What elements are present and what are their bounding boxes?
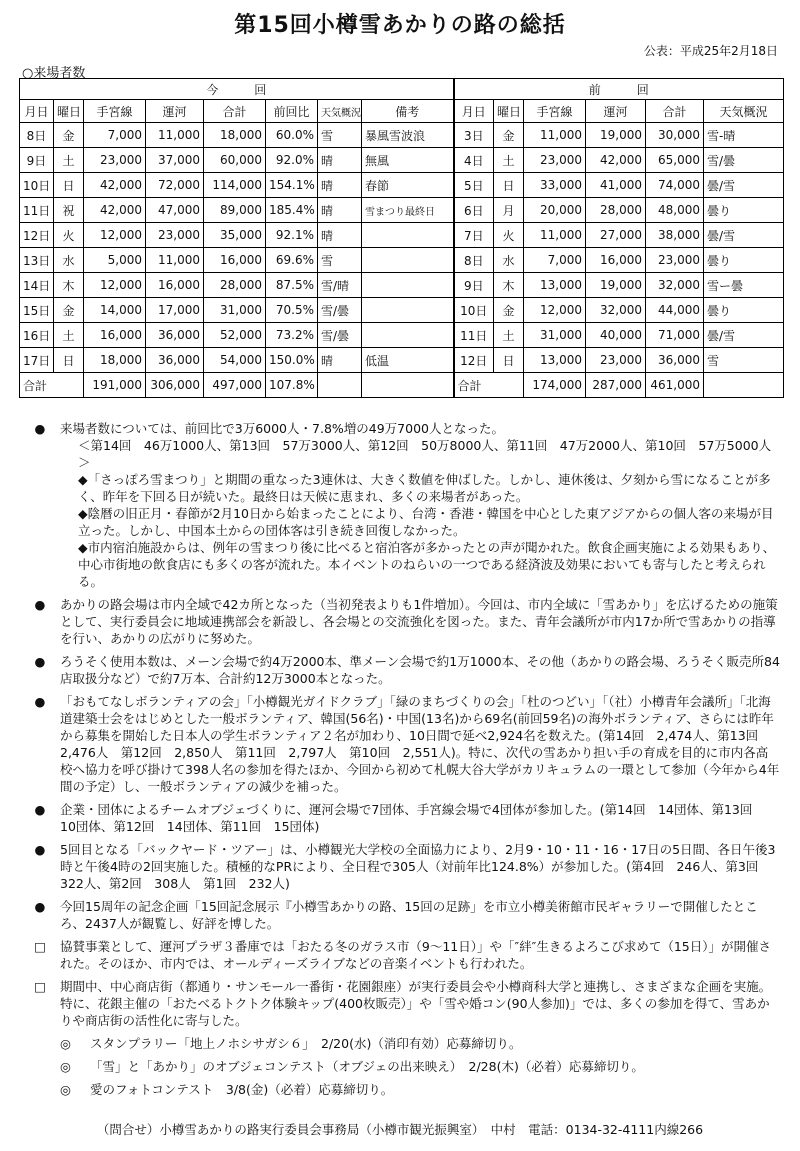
table-cell — [704, 373, 784, 398]
table-cell: 185.4% — [266, 198, 318, 223]
table-cell: 日 — [494, 173, 524, 198]
table-cell: 27,000 — [586, 223, 646, 248]
col-header-previous: 運河 — [586, 100, 646, 123]
table-cell: 107.8% — [266, 373, 318, 398]
table-cell: 雪/曇 — [318, 298, 362, 323]
table-cell: 暴風雪波浪 — [362, 123, 454, 148]
table-cell: 曇り — [704, 298, 784, 323]
table-cell: 32,000 — [646, 273, 704, 298]
table-cell: 低温 — [362, 348, 454, 373]
publish-date: 公表：平成25年2月18日 — [643, 44, 778, 58]
col-header-current: 手宮線 — [84, 100, 146, 123]
table-cell — [362, 248, 454, 273]
paragraph-line: あかりの路会場は市内全域で42カ所となった（当初発表よりも1件増加）。今回は、市内全域に「雪あかり」を広げるための施策として、実行委員会に地域連携部会を新設し、各会場との交流強化を図った。また、青年会議所が市内17か所で雪あかりの指導を行い、あかりの広がりに努めた。 — [60, 597, 778, 646]
table-cell: 19,000 — [586, 273, 646, 298]
bullet-dot-icon: ● — [34, 694, 46, 709]
table-cell: 8日 — [454, 248, 494, 273]
table-cell: 11,000 — [524, 223, 586, 248]
table-cell: 5,000 — [84, 248, 146, 273]
table-cell: 17日 — [20, 348, 54, 373]
total-label: 合計 — [20, 373, 84, 398]
table-total-row — [20, 373, 784, 398]
table-cell: 13日 — [20, 248, 54, 273]
bullet-dot-icon: ● — [34, 654, 46, 669]
contact-footer: （問合せ）小樽雪あかりの路実行委員会事務局（小樽市観光振興室） 中村 電話：0134-32-4111内線266 — [96, 1122, 704, 1137]
table-cell: 5日 — [454, 173, 494, 198]
table-cell: 曇/雪 — [704, 323, 784, 348]
table-cell: 11,000 — [146, 123, 204, 148]
summary-paragraph — [30, 898, 780, 932]
table-row — [20, 273, 784, 298]
table-cell: 12,000 — [524, 298, 586, 323]
group-header-previous: 前 回 — [454, 79, 784, 100]
table-cell: 日 — [494, 348, 524, 373]
table-cell: 20,000 — [524, 198, 586, 223]
table-cell — [362, 323, 454, 348]
summary-paragraph — [30, 653, 780, 687]
table-cell: 11日 — [454, 323, 494, 348]
table-cell: 金 — [494, 123, 524, 148]
table-cell: 土 — [494, 323, 524, 348]
col-header-current: 天気概況 — [318, 100, 362, 123]
table-cell: 461,000 — [646, 373, 704, 398]
table-cell: 雪ー曇 — [704, 273, 784, 298]
table-cell — [362, 223, 454, 248]
bullet-dot-icon: ● — [34, 899, 46, 914]
table-cell: 金 — [54, 298, 84, 323]
table-cell: 7,000 — [84, 123, 146, 148]
table-cell: 土 — [54, 148, 84, 173]
table-cell: 191,000 — [84, 373, 146, 398]
table-row — [20, 123, 784, 148]
table-cell: 晴 — [318, 223, 362, 248]
table-cell: 10日 — [20, 173, 54, 198]
double-circle-icon: ◎ — [60, 1082, 71, 1097]
table-row — [20, 298, 784, 323]
col-header-previous: 合計 — [646, 100, 704, 123]
table-cell: 11,000 — [524, 123, 586, 148]
table-cell: 37,000 — [146, 148, 204, 173]
table-cell: 31,000 — [204, 298, 266, 323]
table-cell: 287,000 — [586, 373, 646, 398]
table-row — [20, 198, 784, 223]
table-cell: 曇り — [704, 248, 784, 273]
table-cell: 36,000 — [146, 323, 204, 348]
table-cell: 雪/曇 — [318, 323, 362, 348]
table-cell: 60.0% — [266, 123, 318, 148]
table-cell: 23,000 — [646, 248, 704, 273]
table-cell — [362, 298, 454, 323]
col-header-current: 備考 — [362, 100, 454, 123]
table-cell: 土 — [494, 148, 524, 173]
table-cell: 春節 — [362, 173, 454, 198]
table-cell: 金 — [494, 298, 524, 323]
table-cell: 69.6% — [266, 248, 318, 273]
paragraph-line: ろうそく使用本数は、メーン会場で約4万2000本、準メーン会場で約1万1000本、その他（あかりの路会場、ろうそく販売所84店取扱分など）で約7万本、合計約12万3000本となった。 — [60, 654, 780, 686]
table-cell: 44,000 — [646, 298, 704, 323]
table-cell: 42,000 — [84, 198, 146, 223]
col-header-previous: 手宮線 — [524, 100, 586, 123]
table-cell: 14日 — [20, 273, 54, 298]
table-cell: 16,000 — [84, 323, 146, 348]
table-cell: 土 — [54, 323, 84, 348]
bullet-dot-icon: ● — [34, 842, 46, 857]
table-cell: 73.2% — [266, 323, 318, 348]
summary-paragraph — [30, 596, 780, 647]
double-circle-icon: ◎ — [60, 1036, 71, 1051]
table-cell: 14,000 — [84, 298, 146, 323]
table-cell: 114,000 — [204, 173, 266, 198]
table-cell — [362, 373, 454, 398]
table-cell: 水 — [54, 248, 84, 273]
table-cell: 雪/晴 — [318, 273, 362, 298]
paragraph-line: ＜第14回 46万1000人、第13回 57万3000人、第12回 50万8000人、第11回 47万2000人、第10回 57万5000人＞ — [78, 438, 772, 470]
bullet-square-icon: □ — [34, 979, 46, 994]
table-cell: 23,000 — [146, 223, 204, 248]
table-cell: 雪 — [318, 123, 362, 148]
table-cell: 雪-晴 — [704, 123, 784, 148]
table-cell: 174,000 — [524, 373, 586, 398]
table-cell: 47,000 — [146, 198, 204, 223]
bullet-square-icon: □ — [34, 939, 46, 954]
table-row — [20, 248, 784, 273]
table-cell: 71,000 — [646, 323, 704, 348]
table-cell: 雪 — [704, 348, 784, 373]
table-cell: 36,000 — [646, 348, 704, 373]
table-cell: 曇/雪 — [704, 223, 784, 248]
col-header-current: 運河 — [146, 100, 204, 123]
table-cell — [362, 273, 454, 298]
col-header-previous: 天気概況 — [704, 100, 784, 123]
table-cell: 9日 — [20, 148, 54, 173]
table-cell: 497,000 — [204, 373, 266, 398]
table-cell: 晴 — [318, 148, 362, 173]
table-cell: 32,000 — [586, 298, 646, 323]
total-label-previous: 合計 — [454, 373, 524, 398]
table-cell: 70.5% — [266, 298, 318, 323]
paragraph-line: ◆陰暦の旧正月・春節が2月10日から始まったことにより、台湾・香港・韓国を中心とした東アジアからの個人客の来場が目立った。しかし、中国本土からの団体客は引き続き回復しなかった。 — [78, 506, 774, 538]
table-cell: 7日 — [454, 223, 494, 248]
table-cell: 36,000 — [146, 348, 204, 373]
table-cell: 12日 — [20, 223, 54, 248]
table-cell: 48,000 — [646, 198, 704, 223]
table-cell: 33,000 — [524, 173, 586, 198]
table-cell: 月 — [494, 198, 524, 223]
table-cell — [318, 373, 362, 398]
table-cell: 18,000 — [204, 123, 266, 148]
table-cell: 木 — [54, 273, 84, 298]
paragraph-line: 協賛事業として、運河プラザ３番庫では「おたる冬のガラス市（9～11日）」や「″絆″生きるよろこび求めて（15日）」が開催された。そのほか、市内では、オールディーズライブなどの音楽イベントも行われた。 — [60, 939, 771, 971]
col-header-current: 月日 — [20, 100, 54, 123]
paragraph-line: 今回15周年の記念企画「15回記念展示『小樽雪あかりの路、15回の足跡」を市立小樽美術館市民ギャラリーで開催したところ、2437人が観覧し、好評を博した。 — [60, 899, 758, 931]
table-cell: 祝 — [54, 198, 84, 223]
table-cell: 日 — [54, 173, 84, 198]
group-header-current: 今 回 — [20, 79, 454, 100]
paragraph-line: ◆「さっぽろ雪まつり」と期間の重なった3連休は、大きく数値を伸ばした。しかし、連休後は、夕刻から雪になることが多く、昨年を下回る日が続いた。最終日は天候に恵まれ、多くの来場者があった。 — [78, 472, 771, 504]
table-cell: 16,000 — [204, 248, 266, 273]
table-cell: 28,000 — [586, 198, 646, 223]
table-cell: 雪 — [318, 248, 362, 273]
bullet-dot-icon: ● — [34, 421, 46, 436]
contest-item-text: 「雪」と「あかり」のオブジェコンテスト（オブジェの出来映え） 2/28(木)（必着）応募締切り。 — [90, 1059, 644, 1074]
table-cell: 18,000 — [84, 348, 146, 373]
table-row — [20, 348, 784, 373]
page-title: 第15回小樽雪あかりの路の総括 — [234, 13, 566, 38]
table-cell: 火 — [494, 223, 524, 248]
contest-list — [30, 1035, 780, 1098]
summary-paragraph — [30, 693, 780, 795]
col-header-previous: 月日 — [454, 100, 494, 123]
table-cell: 6日 — [454, 198, 494, 223]
table-cell: 晴 — [318, 173, 362, 198]
col-header-current: 前回比 — [266, 100, 318, 123]
summary-paragraph — [30, 978, 780, 1029]
table-cell: 晴 — [318, 348, 362, 373]
col-header-previous: 曜日 — [494, 100, 524, 123]
table-cell: 40,000 — [586, 323, 646, 348]
table-row — [20, 223, 784, 248]
table-cell: 16日 — [20, 323, 54, 348]
table-cell: 火 — [54, 223, 84, 248]
table-cell: 92.1% — [266, 223, 318, 248]
paragraph-line: 期間中、中心商店街（都通り・サンモール一番街・花園銀座）が実行委員会や小樽商科大学と連携し、さまざまな企画を実施。特に、花銀主催の「おたべるトクトク体験キップ(400枚販売）」や「雪や婚コン(90人参加)」では、多くの参加を得て、雪あかりや商店街の活性化に寄与した。 — [60, 979, 772, 1028]
col-header-current: 合計 — [204, 100, 266, 123]
col-header-current: 曜日 — [54, 100, 84, 123]
table-cell: 23,000 — [84, 148, 146, 173]
contest-item — [60, 1081, 780, 1098]
table-cell: 曇/雪 — [704, 173, 784, 198]
table-cell: 3日 — [454, 123, 494, 148]
table-cell: 154.1% — [266, 173, 318, 198]
table-cell: 52,000 — [204, 323, 266, 348]
table-cell: 150.0% — [266, 348, 318, 373]
contest-item-text: 愛のフォトコンテスト 3/8(金)（必着）応募締切り。 — [90, 1082, 394, 1097]
table-cell: 9日 — [454, 273, 494, 298]
table-cell: 28,000 — [204, 273, 266, 298]
table-cell: 16,000 — [586, 248, 646, 273]
table-cell: 10日 — [454, 298, 494, 323]
table-cell: 雪まつり最終日 — [362, 198, 454, 223]
table-cell: 晴 — [318, 198, 362, 223]
table-cell: 19,000 — [586, 123, 646, 148]
table-row — [20, 148, 784, 173]
attendance-table — [19, 78, 784, 398]
table-cell: 17,000 — [146, 298, 204, 323]
table-row — [20, 323, 784, 348]
table-cell: 42,000 — [84, 173, 146, 198]
paragraph-line: 「おもてなしボランティアの会」「小樽観光ガイドクラブ」「緑のまちづくりの会」「杜のつどい」「（社）小樽青年会議所」「北海道建築士会をはじめとした一般ボランティア、韓国(56名)・中国(13名)から69名(前回59名)の海外ボランティア、さらには昨年から募集を開始した日本人の学生ボランティア２名が加わり、10日間で延べ2,924名を数えた。(第14回 2,474人、第13回 2,476人 第12回 2,850人 第11回 2,797人 第10回 2,551人)。特に、次代の雪あかり担い手の育成を目的に市内各高校へ協力を呼び掛けて398人名の参加を得たほか、今回から初めて札幌大谷大学がカリキュラムの一環として参加（今年から4年間の予定）し、一般ボランティアの減少を補った。 — [60, 694, 780, 794]
contest-item — [60, 1035, 780, 1052]
table-cell: 曇り — [704, 198, 784, 223]
table-cell: 11日 — [20, 198, 54, 223]
double-circle-icon: ◎ — [60, 1059, 71, 1074]
table-cell: 16,000 — [146, 273, 204, 298]
summary-paragraph — [30, 841, 780, 892]
table-cell: 31,000 — [524, 323, 586, 348]
table-cell: 日 — [54, 348, 84, 373]
table-cell: 35,000 — [204, 223, 266, 248]
table-cell: 38,000 — [646, 223, 704, 248]
contest-item — [60, 1058, 780, 1075]
table-cell: 金 — [54, 123, 84, 148]
table-cell: 74,000 — [646, 173, 704, 198]
table-cell: 12日 — [454, 348, 494, 373]
table-cell: 木 — [494, 273, 524, 298]
table-cell: 23,000 — [524, 148, 586, 173]
table-cell: 87.5% — [266, 273, 318, 298]
table-cell: 4日 — [454, 148, 494, 173]
table-cell: 雪/曇 — [704, 148, 784, 173]
table-cell: 65,000 — [646, 148, 704, 173]
paragraph-line: ◆市内宿泊施設からは、例年の雪まつり後に比べると宿泊客が多かったとの声が聞かれた。飲食企画実施による効果もあり、中心市街地の飲食店にも多くの客が流れた。本イベントのねらいの一つである経済波及効果においても寄与したと考えられる。 — [78, 540, 776, 589]
table-cell: 7,000 — [524, 248, 586, 273]
paragraph-line: 来場者数については、前回比で3万6000人・7.8%増の49万7000人となった。 — [60, 421, 504, 436]
table-cell: 92.0% — [266, 148, 318, 173]
summary-paragraph — [30, 938, 780, 972]
table-cell: 15日 — [20, 298, 54, 323]
bullet-dot-icon: ● — [34, 802, 46, 817]
table-cell: 42,000 — [586, 148, 646, 173]
summary-paragraph — [30, 420, 780, 590]
table-row — [20, 173, 784, 198]
table-cell: 41,000 — [586, 173, 646, 198]
contest-item-text: スタンプラリー「地上ノホシサガシ６」 2/20(水)（消印有効）応募締切り。 — [90, 1036, 522, 1051]
table-cell: 8日 — [20, 123, 54, 148]
paragraph-line: 企業・団体によるチームオブジェづくりに、運河会場で7団体、手宮線会場で4団体が参加した。(第14回 14団体、第13回 10団体、第12回 14団体、第11回 15団体) — [60, 802, 765, 834]
table-cell: 30,000 — [646, 123, 704, 148]
table-cell: 13,000 — [524, 348, 586, 373]
table-cell: 89,000 — [204, 198, 266, 223]
table-cell: 72,000 — [146, 173, 204, 198]
table-cell: 無風 — [362, 148, 454, 173]
bullet-dot-icon: ● — [34, 597, 46, 612]
summary-paragraph — [30, 801, 780, 835]
section-label: ○来場者数 — [22, 66, 86, 81]
paragraph-line: 5回目となる「バックヤード・ツアー」は、小樽観光大学校の全面協力により、2月9・10・11・16・17日の5日間、各日午後3時と午後4時の2回実施した。積極的なPRにより、全日程で305人（対前年比124.8%）が参加した。(第4回 246人、第3回 322人、第2回 308人 第1回 232人) — [60, 842, 776, 891]
table-cell: 13,000 — [524, 273, 586, 298]
table-cell: 306,000 — [146, 373, 204, 398]
summary-body — [30, 420, 780, 1104]
table-cell: 水 — [494, 248, 524, 273]
table-cell: 60,000 — [204, 148, 266, 173]
table-cell: 54,000 — [204, 348, 266, 373]
table-cell: 23,000 — [586, 348, 646, 373]
table-cell: 12,000 — [84, 273, 146, 298]
table-cell: 11,000 — [146, 248, 204, 273]
table-cell: 12,000 — [84, 223, 146, 248]
